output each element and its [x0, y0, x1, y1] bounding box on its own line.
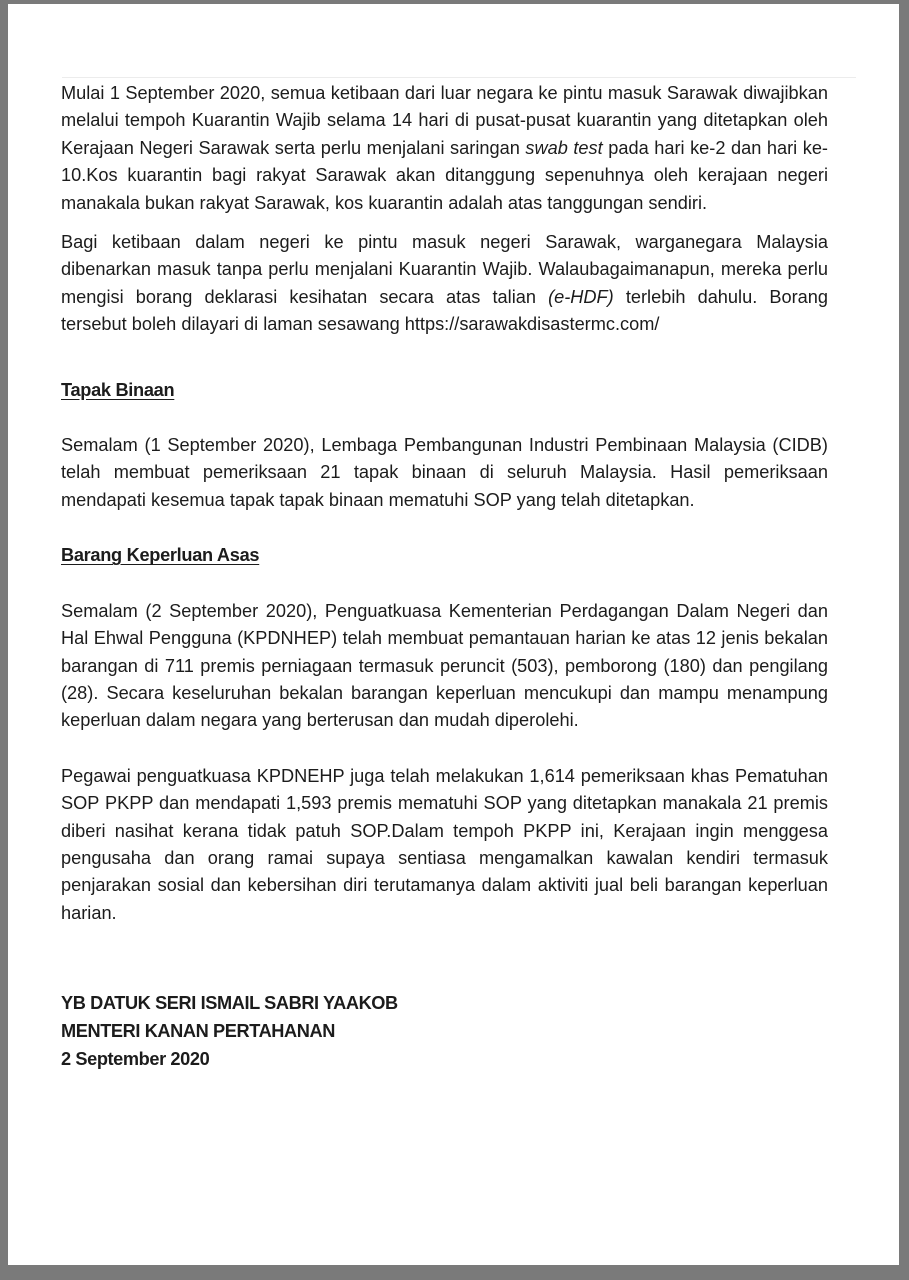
spacer [61, 570, 828, 598]
paragraph-essentials-enforcement: Pegawai penguatkuasa KPDNEHP juga telah melakukan 1,614 pemeriksaan khas Pematuhan SOP PKPP dan mendapati 1,593 premis mematuhi SOP yang ditetapkan manakala 21 premis diberi nasihat kerana tidak patuh SOP.Dalam tempoh PKPP ini, Kerajaan ingin menggesa pengusaha dan orang ramai supaya sentiasa mengamalkan kawalan kendiri termasuk penjarakan sosial dan kebersihan diri terutamanya dalam aktiviti jual beli barangan keperluan harian. [61, 765, 828, 923]
paragraph-essentials-monitoring: Semalam (2 September 2020), Penguatkuasa Kementerian Perdagangan Dalam Negeri dan Hal Ehwal Pengguna (KPDNHEP) telah membuat pemantauan harian ke atas 12 jenis bekalan barangan di 711 premis perniagaan termasuk peruncit (503), pemborong (180) dan pengilang (28). Secara keseluruhan bekalan barangan keperluan mencukupi dan mampu menampung keperluan dalam negara yang berterusan dan mudah diperolehi. [61, 600, 828, 731]
heading-barang-keperluan-asas: Barang Keperluan Asas [61, 545, 260, 566]
spacer [61, 735, 828, 763]
ehdf-term: (e-HDF) [548, 286, 614, 307]
signature-name: YB DATUK SERI ISMAIL SABRI YAAKOB [61, 993, 398, 1014]
spacer [61, 927, 828, 989]
paragraph-construction: Semalam (1 September 2020), Lembaga Pembangunan Industri Pembinaan Malaysia (CIDB) telah membuat pemeriksaan 21 tapak binaan di seluruh Malaysia. Hasil pemeriksaan mendapati kesemua tapak tapak binaan mematuhi SOP yang telah ditetapkan. [61, 435, 828, 510]
spacer [61, 217, 828, 229]
spacer [61, 404, 828, 432]
document-page [8, 4, 899, 1265]
document-body [61, 80, 828, 1073]
page-top-rule [62, 77, 856, 78]
text-run: Mulai 1 September 2020, semua ketibaan dari luar negara ke pintu masuk Sarawak diwajibkan melalui tempoh Kuarantin Wajib selama 14 hari di pusat-pusat kuarantin yang ditetapkan oleh Kerajaan Negeri Sarawak serta perlu menjalani saringan [61, 83, 828, 158]
spacer [61, 514, 828, 542]
text-run: Bagi ketibaan dalam negeri ke pintu masuk negeri Sarawak, warganegara Malaysia dibenarkan masuk tanpa perlu menjalani Kuarantin Wajib. Walaubagaimanapun, mereka perlu mengisi borang deklarasi kesihatan secara atas talian [61, 232, 828, 307]
spacer [61, 339, 828, 377]
signature-date: 2 September 2020 [61, 1049, 210, 1070]
swab-test-term: swab test [525, 137, 603, 158]
signature-title: MENTERI KANAN PERTAHANAN [61, 1021, 335, 1042]
text-run: terlebih dahulu. Borang tersebut boleh dilayari di laman sesawang https://sarawakdisastermc.com/ [61, 286, 828, 335]
heading-tapak-binaan: Tapak Binaan [61, 379, 175, 400]
paragraph-sarawak-domestic [61, 229, 828, 339]
text-run: pada hari ke-2 dan hari ke-10.Kos kuarantin bagi rakyat Sarawak akan ditanggung sepenuhnya oleh kerajaan negeri manakala bukan rakyat Sarawak, kos kuarantin adalah atas tanggungan sendiri. [61, 137, 828, 213]
paragraph-sarawak-international [61, 80, 828, 217]
